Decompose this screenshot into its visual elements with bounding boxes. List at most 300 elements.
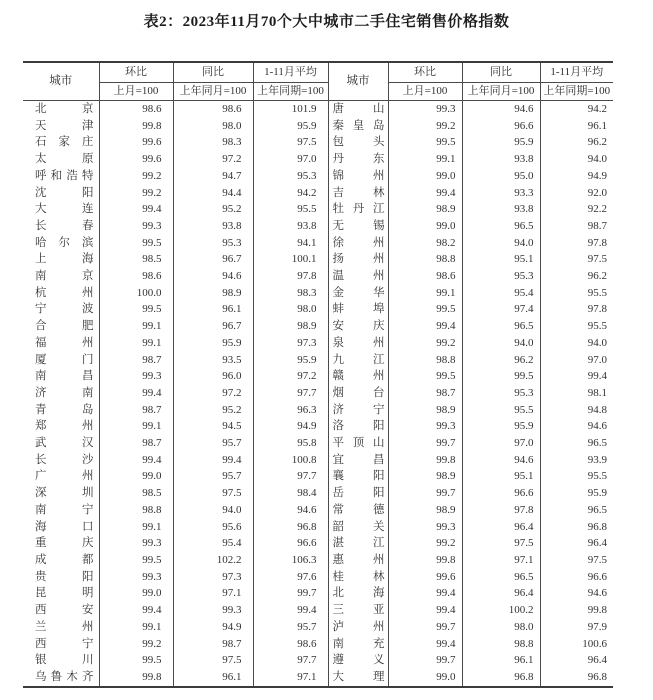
city-name: 沈阳 [35,186,94,199]
avg-value: 94.8 [540,402,613,419]
mom-value: 99.6 [99,134,173,151]
avg-value: 97.8 [253,268,328,285]
city-name: 锦州 [332,169,385,182]
mom-value: 99.4 [99,201,173,218]
avg-value: 95.9 [253,352,328,369]
yoy-value: 95.1 [462,468,540,485]
city-name: 安庆 [332,320,385,333]
city-name: 金华 [332,286,385,299]
avg-value: 101.9 [253,101,328,118]
table-body [23,101,613,686]
city-name: 杭州 [35,286,94,299]
table-row [23,168,613,185]
table-header [23,63,613,101]
avg-value: 97.5 [253,134,328,151]
city-cell [328,652,388,669]
table-row [23,669,613,686]
city-cell [328,151,388,168]
table-row [23,368,613,385]
mom-value: 99.7 [388,435,462,452]
table-row [23,134,613,151]
avg-value: 95.9 [253,118,328,135]
table-row [23,201,613,218]
table-row [23,485,613,502]
yoy-value: 96.5 [462,569,540,586]
mom-value: 99.8 [388,452,462,469]
city-name: 长沙 [35,453,94,466]
table-row [23,418,613,435]
avg-value: 95.8 [253,435,328,452]
page-title: 表2：2023年11月70个大中城市二手住宅销售价格指数 [143,14,510,30]
city-name: 郑州 [35,420,94,433]
city-cell [328,535,388,552]
mom-value: 98.6 [99,101,173,118]
table-row [23,602,613,619]
city-cell [328,352,388,369]
yoy-value: 96.7 [173,318,253,335]
city-name: 太原 [35,153,94,166]
avg-value: 96.5 [540,502,613,519]
city-name: 南充 [332,637,385,650]
city-name: 丹东 [332,153,385,166]
city-name: 韶关 [332,520,385,533]
yoy-value: 95.2 [173,402,253,419]
mom-value: 99.0 [99,468,173,485]
avg-value: 96.1 [540,118,613,135]
city-name: 包头 [332,136,385,149]
city-name: 温州 [332,270,385,283]
city-name: 合肥 [35,320,94,333]
mom-value: 99.3 [388,519,462,536]
yoy-value: 98.3 [173,134,253,151]
col-header-avg-left: 1-11月平均 [253,63,328,83]
city-name: 桂林 [332,570,385,583]
city-name: 哈尔滨 [35,236,94,249]
mom-value: 99.5 [388,368,462,385]
yoy-value: 97.0 [462,435,540,452]
yoy-value: 96.8 [462,669,540,686]
yoy-value: 97.2 [173,385,253,402]
yoy-value: 96.7 [173,251,253,268]
price-index-table [23,61,613,688]
city-cell [23,151,99,168]
col-header-yoy-left: 同比 [173,63,253,83]
yoy-value: 96.1 [173,301,253,318]
city-name: 武汉 [35,437,94,450]
avg-value: 95.5 [540,468,613,485]
mom-value: 100.0 [99,285,173,302]
mom-value: 99.3 [99,535,173,552]
yoy-value: 102.2 [173,552,253,569]
yoy-value: 96.0 [173,368,253,385]
table-row [23,552,613,569]
mom-value: 98.8 [388,251,462,268]
city-cell [23,636,99,653]
city-cell [328,502,388,519]
city-name: 泸州 [332,620,385,633]
mom-value: 99.4 [99,385,173,402]
city-name: 青岛 [35,403,94,416]
city-cell [328,585,388,602]
mom-value: 99.5 [99,552,173,569]
city-cell [23,468,99,485]
city-cell [23,168,99,185]
city-cell [23,352,99,369]
yoy-value: 96.1 [173,669,253,686]
city-cell [328,218,388,235]
mom-value: 99.2 [388,535,462,552]
city-cell [328,669,388,686]
yoy-value: 97.4 [462,301,540,318]
mom-value: 99.2 [99,636,173,653]
mom-value: 99.5 [99,235,173,252]
city-cell [328,235,388,252]
yoy-value: 93.5 [173,352,253,369]
city-cell [23,519,99,536]
avg-value: 95.5 [540,285,613,302]
table-row [23,235,613,252]
avg-value: 96.8 [253,519,328,536]
table-row [23,301,613,318]
city-name: 襄阳 [332,470,385,483]
city-cell [328,268,388,285]
avg-value: 97.5 [540,251,613,268]
avg-value: 92.0 [540,185,613,202]
city-name: 烟台 [332,386,385,399]
city-cell [23,435,99,452]
avg-value: 94.9 [540,168,613,185]
city-cell [328,519,388,536]
city-name: 昆明 [35,587,94,600]
city-name: 呼和浩特 [35,169,94,182]
yoy-value: 95.0 [462,168,540,185]
avg-value: 99.8 [540,602,613,619]
table-row [23,402,613,419]
mom-value: 99.6 [388,569,462,586]
city-name: 大理 [332,670,385,683]
city-cell [23,251,99,268]
yoy-value: 96.4 [462,519,540,536]
yoy-value: 95.5 [462,402,540,419]
city-cell [23,318,99,335]
city-cell [23,552,99,569]
avg-value: 96.8 [540,669,613,686]
mom-value: 99.3 [99,368,173,385]
yoy-value: 100.2 [462,602,540,619]
mom-value: 99.4 [99,602,173,619]
city-name: 石家庄 [35,136,94,149]
avg-value: 93.8 [253,218,328,235]
yoy-value: 94.9 [173,619,253,636]
yoy-value: 99.4 [173,452,253,469]
avg-value: 96.4 [540,652,613,669]
table-row [23,285,613,302]
yoy-value: 98.6 [173,101,253,118]
city-cell [23,301,99,318]
mom-value: 99.4 [388,602,462,619]
city-cell [23,268,99,285]
city-cell [328,569,388,586]
city-name: 三亚 [332,604,385,617]
city-cell [328,201,388,218]
avg-value: 106.3 [253,552,328,569]
city-name: 海口 [35,520,94,533]
city-name: 北海 [332,587,385,600]
mom-value: 99.7 [388,619,462,636]
city-cell [23,235,99,252]
table-row [23,619,613,636]
avg-value: 99.4 [540,368,613,385]
city-name: 牡丹江 [332,203,385,216]
mom-value: 99.7 [388,652,462,669]
mom-value: 99.4 [388,636,462,653]
mom-value: 99.0 [388,218,462,235]
mom-value: 99.5 [99,301,173,318]
city-name: 宜昌 [332,453,385,466]
city-name: 长春 [35,219,94,232]
city-cell [23,569,99,586]
avg-value: 98.4 [253,485,328,502]
city-name: 唐山 [332,103,385,115]
yoy-value: 93.8 [173,218,253,235]
yoy-value: 98.0 [462,619,540,636]
city-name: 南昌 [35,370,94,383]
city-name: 宁波 [35,303,94,316]
city-cell [328,368,388,385]
city-name: 蚌埠 [332,303,385,316]
table-row [23,118,613,135]
mom-value: 99.5 [99,652,173,669]
yoy-value: 97.5 [173,652,253,669]
city-cell [328,385,388,402]
avg-value: 96.4 [540,535,613,552]
yoy-value: 94.4 [173,185,253,202]
mom-value: 98.9 [388,402,462,419]
mom-value: 99.8 [99,669,173,686]
yoy-value: 96.4 [462,585,540,602]
city-cell [23,452,99,469]
city-cell [328,636,388,653]
mom-value: 98.7 [99,402,173,419]
table-row [23,435,613,452]
avg-value: 100.1 [253,251,328,268]
table-row [23,585,613,602]
table-row [23,335,613,352]
city-name: 九江 [332,353,385,366]
avg-value: 94.0 [540,335,613,352]
avg-value: 93.9 [540,452,613,469]
city-name: 成都 [35,553,94,566]
table-row [23,468,613,485]
city-cell [328,134,388,151]
mom-value: 98.6 [388,268,462,285]
city-cell [23,652,99,669]
city-name: 重庆 [35,537,94,550]
mom-value: 99.4 [388,585,462,602]
city-name: 北京 [35,103,94,115]
avg-value: 99.4 [253,602,328,619]
avg-value: 96.2 [540,268,613,285]
city-cell [23,118,99,135]
mom-value: 99.2 [388,335,462,352]
mom-value: 99.8 [99,118,173,135]
avg-value: 92.2 [540,201,613,218]
yoy-value: 98.7 [173,636,253,653]
table-row [23,385,613,402]
yoy-value: 94.6 [173,268,253,285]
mom-value: 99.8 [388,552,462,569]
yoy-value: 99.5 [462,368,540,385]
yoy-value: 98.0 [173,118,253,135]
table-row [23,452,613,469]
mom-value: 98.9 [388,502,462,519]
yoy-value: 95.7 [173,468,253,485]
mom-value: 99.2 [388,118,462,135]
city-cell [328,318,388,335]
mom-value: 98.9 [388,201,462,218]
yoy-value: 94.5 [173,418,253,435]
mom-value: 98.8 [99,502,173,519]
city-name: 济宁 [332,403,385,416]
city-cell [23,585,99,602]
city-cell [328,185,388,202]
yoy-value: 96.2 [462,352,540,369]
mom-value: 99.3 [388,101,462,118]
avg-value: 94.9 [253,418,328,435]
col-header-mom-left: 环比 [99,63,173,83]
yoy-value: 95.3 [173,235,253,252]
mom-value: 99.3 [99,218,173,235]
city-cell [328,468,388,485]
table-row [23,502,613,519]
yoy-value: 95.9 [173,335,253,352]
yoy-value: 95.9 [462,418,540,435]
mom-value: 98.7 [99,435,173,452]
avg-value: 100.6 [540,636,613,653]
city-cell [328,301,388,318]
table-row [23,318,613,335]
city-name: 常德 [332,503,385,516]
city-name: 厦门 [35,353,94,366]
city-cell [23,201,99,218]
mom-value: 99.4 [99,452,173,469]
city-cell [23,385,99,402]
table-row [23,569,613,586]
yoy-value: 95.3 [462,385,540,402]
avg-value: 96.2 [540,134,613,151]
avg-value: 98.3 [253,285,328,302]
city-name: 赣州 [332,370,385,383]
mom-value: 99.3 [388,418,462,435]
avg-value: 96.8 [540,519,613,536]
city-cell [328,552,388,569]
city-cell [23,335,99,352]
col-subheader-avg-base-right: 上年同期=100 [540,83,613,101]
yoy-value: 97.2 [173,151,253,168]
mom-value: 99.3 [99,569,173,586]
mom-value: 99.1 [99,318,173,335]
yoy-value: 94.0 [173,502,253,519]
mom-value: 99.0 [388,168,462,185]
mom-value: 98.5 [99,485,173,502]
yoy-value: 94.6 [462,452,540,469]
city-cell [328,602,388,619]
city-cell [328,452,388,469]
avg-value: 97.5 [540,552,613,569]
city-cell [328,168,388,185]
city-cell [23,185,99,202]
col-header-city-right: 城市 [328,63,388,101]
city-name: 南京 [35,270,94,283]
mom-value: 98.8 [388,352,462,369]
yoy-value: 96.5 [462,218,540,235]
yoy-value: 94.0 [462,335,540,352]
city-name: 广州 [35,470,94,483]
avg-value: 94.6 [540,418,613,435]
city-cell [23,134,99,151]
city-cell [23,485,99,502]
city-cell [23,285,99,302]
yoy-value: 98.9 [173,285,253,302]
yoy-value: 97.1 [462,552,540,569]
avg-value: 94.2 [253,185,328,202]
city-cell [328,485,388,502]
mom-value: 99.2 [99,185,173,202]
mom-value: 99.6 [99,151,173,168]
table-row [23,218,613,235]
avg-value: 97.6 [253,569,328,586]
city-name: 兰州 [35,620,94,633]
avg-value: 94.1 [253,235,328,252]
city-name: 乌鲁木齐 [35,670,94,683]
mom-value: 99.1 [99,418,173,435]
avg-value: 100.8 [253,452,328,469]
city-name: 福州 [35,336,94,349]
city-name: 深圳 [35,487,94,500]
col-subheader-yoy-base-left: 上年同月=100 [173,83,253,101]
city-cell [328,418,388,435]
avg-value: 98.9 [253,318,328,335]
city-cell [328,402,388,419]
avg-value: 97.7 [253,385,328,402]
city-cell [328,251,388,268]
col-subheader-mom-base-left: 上月=100 [99,83,173,101]
city-cell [23,418,99,435]
yoy-value: 96.6 [462,118,540,135]
city-name: 贵阳 [35,570,94,583]
city-name: 秦皇岛 [332,119,385,132]
mom-value: 99.1 [99,335,173,352]
yoy-value: 96.5 [462,318,540,335]
avg-value: 97.3 [253,335,328,352]
avg-value: 95.3 [253,168,328,185]
city-name: 徐州 [332,236,385,249]
yoy-value: 95.6 [173,519,253,536]
yoy-value: 95.2 [173,201,253,218]
col-subheader-avg-base-left: 上年同期=100 [253,83,328,101]
yoy-value: 97.1 [173,585,253,602]
avg-value: 96.6 [540,569,613,586]
mom-value: 99.5 [388,134,462,151]
city-name: 洛阳 [332,420,385,433]
avg-value: 96.3 [253,402,328,419]
city-cell [23,218,99,235]
yoy-value: 97.5 [462,535,540,552]
avg-value: 94.2 [540,101,613,118]
city-name: 遵义 [332,654,385,667]
city-name: 湛江 [332,537,385,550]
yoy-value: 93.8 [462,201,540,218]
